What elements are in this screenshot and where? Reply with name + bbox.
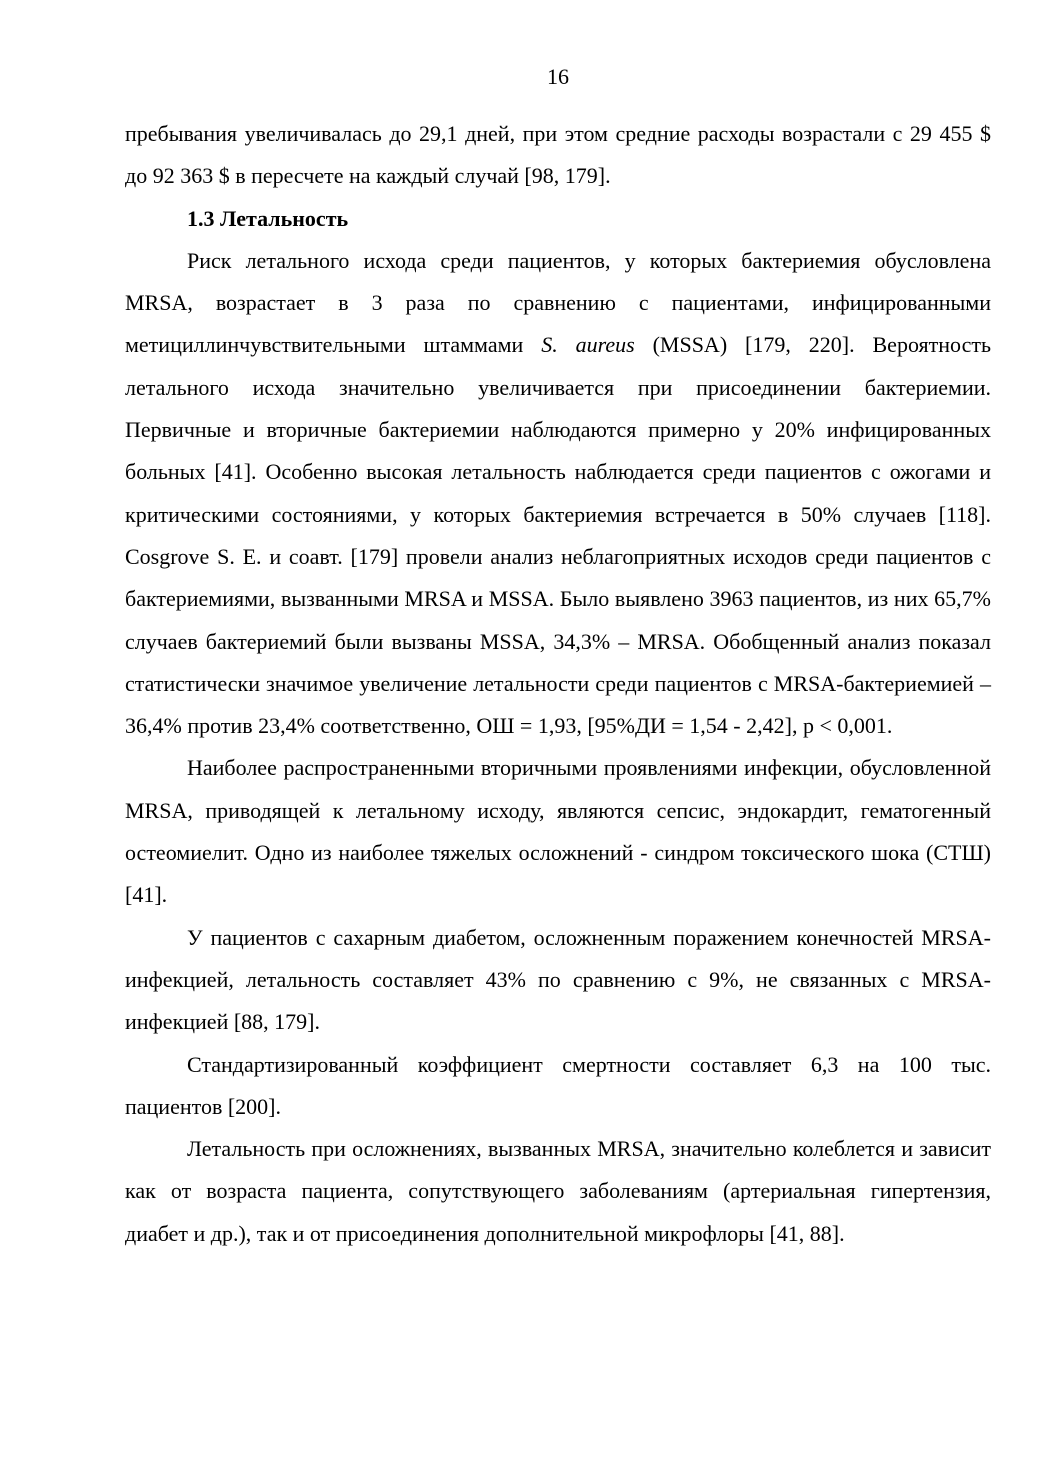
paragraph-mortality-risk [125, 240, 991, 748]
paragraph-secondary-manifestations: Наиболее распространенными вторичными проявлениями инфекции, обусловленной MRSA, приводящей к летальному исходу, являются сепсис, эндокардит, гематогенный остеомиелит. Одно из наиболее тяжелых осложнений - синдром токсического шока (СТШ) [41]. [125, 755, 991, 908]
paragraph-text: Риск летального исхода среди пациентов, у которых бактериемия обусловлена MRSA, возрастает в 3 раза по сравнению с пациентами, инфицированными метициллинчувствительными штаммами [125, 247, 991, 358]
paragraph-text: (MSSA) [179, 220]. Вероятность летального исхода значительно увеличивается при присоединении бактериемии. Первичные и вторичные бактериемии наблюдаются примерно у 20% инфицированных больных [41]. Особенно высокая летальность наблюдается среди пациентов с ожогами и критическими состояниями, у которых бактериемия встречается в 50% случаев [118]. Cosgrove S. E. и соавт. [179] провели анализ неблагоприятных исходов среди пациентов с бактериемиями, вызванными MRSA и MSSA. Было выявлено 3963 пациентов, из них 65,7% случаев бактериемий были вызваны MSSA, 34,3% – MRSA. Обобщенный анализ показал статистически значимое увеличение летальности среди пациентов с MRSA-бактериемией – 36,4% против 23,4% соответственно, ОШ = 1,93, [95%ДИ = 1,54 - 2,42], р < 0,001. [125, 332, 991, 739]
paragraph-diabetes: У пациентов с сахарным диабетом, осложненным поражением конечностей MRSA-инфекцией, летальность составляет 43% по сравнению с 9%, не связанных с MRSA- инфекцией [88, 179]. [125, 924, 991, 1035]
species-name: S. aureus [541, 332, 635, 358]
paragraph-continuation: пребывания увеличивалась до 29,1 дней, при этом средние расходы возрастали с 29 455 $ до 92 363 $ в пересчете на каждый случай [98, 179]. [125, 121, 991, 189]
section-heading: 1.3 Летальность [187, 205, 349, 231]
body-text [125, 113, 991, 1255]
page-number: 16 [547, 64, 569, 89]
paragraph-complications: Летальность при осложнениях, вызванных MRSA, значительно колеблется и зависит как от возраста пациента, сопутствующего заболеваниям (артериальная гипертензия, диабет и др.), так и от присоединения дополнительной микрофлоры [41, 88]. [125, 1136, 991, 1246]
paragraph-mortality-coefficient: Стандартизированный коэффициент смертности составляет 6,3 на 100 тыс. пациентов [200]. [125, 1051, 991, 1119]
